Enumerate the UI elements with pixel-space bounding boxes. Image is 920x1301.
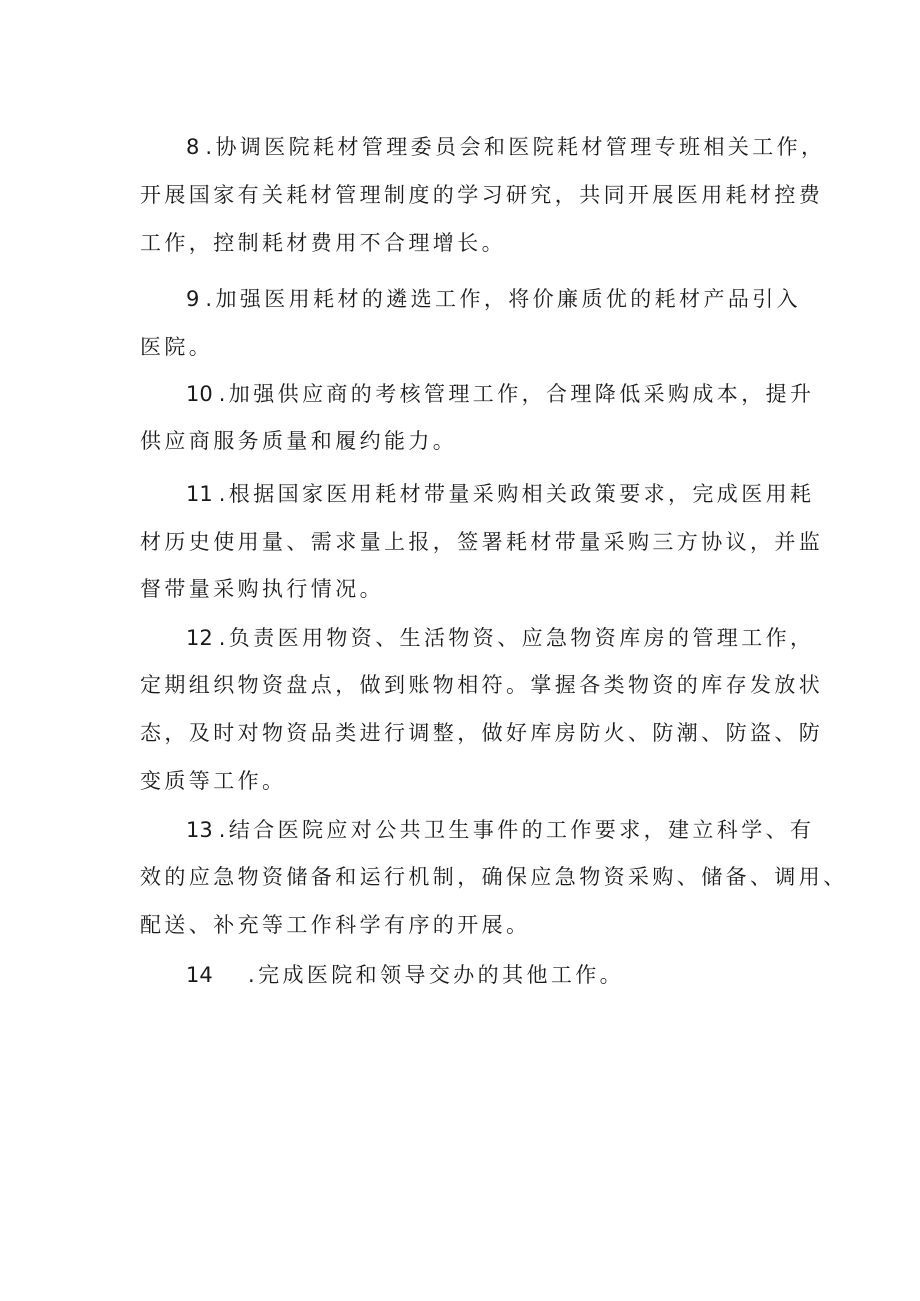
item-10-number: 10 <box>186 382 213 406</box>
item-13-text-1: .结合医院应对公共卫生事件的工作要求，建立科学、有 <box>218 818 815 842</box>
item-12-number: 12 <box>186 626 213 650</box>
item-10-line-2: 供应商服务质量和履约能力。 <box>140 429 458 453</box>
item-13-number: 13 <box>186 818 213 842</box>
item-13-line-1 <box>186 817 815 843</box>
item-14-number: 14 <box>186 963 213 987</box>
item-14-text-1: .完成医院和领导交办的其他工作。 <box>248 963 625 987</box>
item-13-line-2: 效的应急物资储备和运行机制，确保应急物资采购、储备、调用、 <box>140 865 848 889</box>
item-12-line-1 <box>186 625 815 651</box>
item-11-line-2: 材历史使用量、需求量上报，签署耗材带量采购三方协议，并监 <box>140 530 824 554</box>
item-9-text-1: .加强医用耗材的遴选工作，将价廉质优的耗材产品引入 <box>205 287 802 311</box>
item-11-line-3: 督带量采购执行情况。 <box>140 577 384 601</box>
item-12-line-3: 态，及时对物资品类进行调整，做好库房防火、防潮、防盗、防 <box>140 721 824 745</box>
item-8-line-1 <box>186 134 826 160</box>
item-8-line-2: 开展国家有关耗材管理制度的学习研究，共同开展医用耗材控费 <box>140 183 824 207</box>
item-9-line-1 <box>186 286 800 312</box>
item-12-line-2: 定期组织物资盘点，做到账物相符。掌握各类物资的库存发放状 <box>140 673 824 697</box>
item-12-text-1: .负责医用物资、生活物资、应急物资库房的管理工作， <box>218 626 815 650</box>
item-9-line-2: 医院。 <box>140 335 214 359</box>
item-9-number: 9 <box>186 287 200 311</box>
item-13-line-3: 配送、补充等工作科学有序的开展。 <box>140 913 531 937</box>
item-11-line-1 <box>186 481 815 507</box>
item-8-line-3: 工作，控制耗材费用不合理增长。 <box>140 231 506 255</box>
item-11-number: 11 <box>186 482 213 506</box>
item-12-line-4: 变质等工作。 <box>140 769 287 793</box>
item-10-text-1: .加强供应商的考核管理工作，合理降低采购成本，提升 <box>218 382 815 406</box>
item-8-number: 8 <box>186 135 200 159</box>
item-10-line-1 <box>186 381 815 407</box>
item-8-text-1: .协调医院耗材管理委员会和医院耗材管理专班相关工作， <box>205 135 826 159</box>
item-14-line-1 <box>186 962 800 988</box>
item-11-text-1: .根据国家医用耗材带量采购相关政策要求，完成医用耗 <box>218 482 815 506</box>
